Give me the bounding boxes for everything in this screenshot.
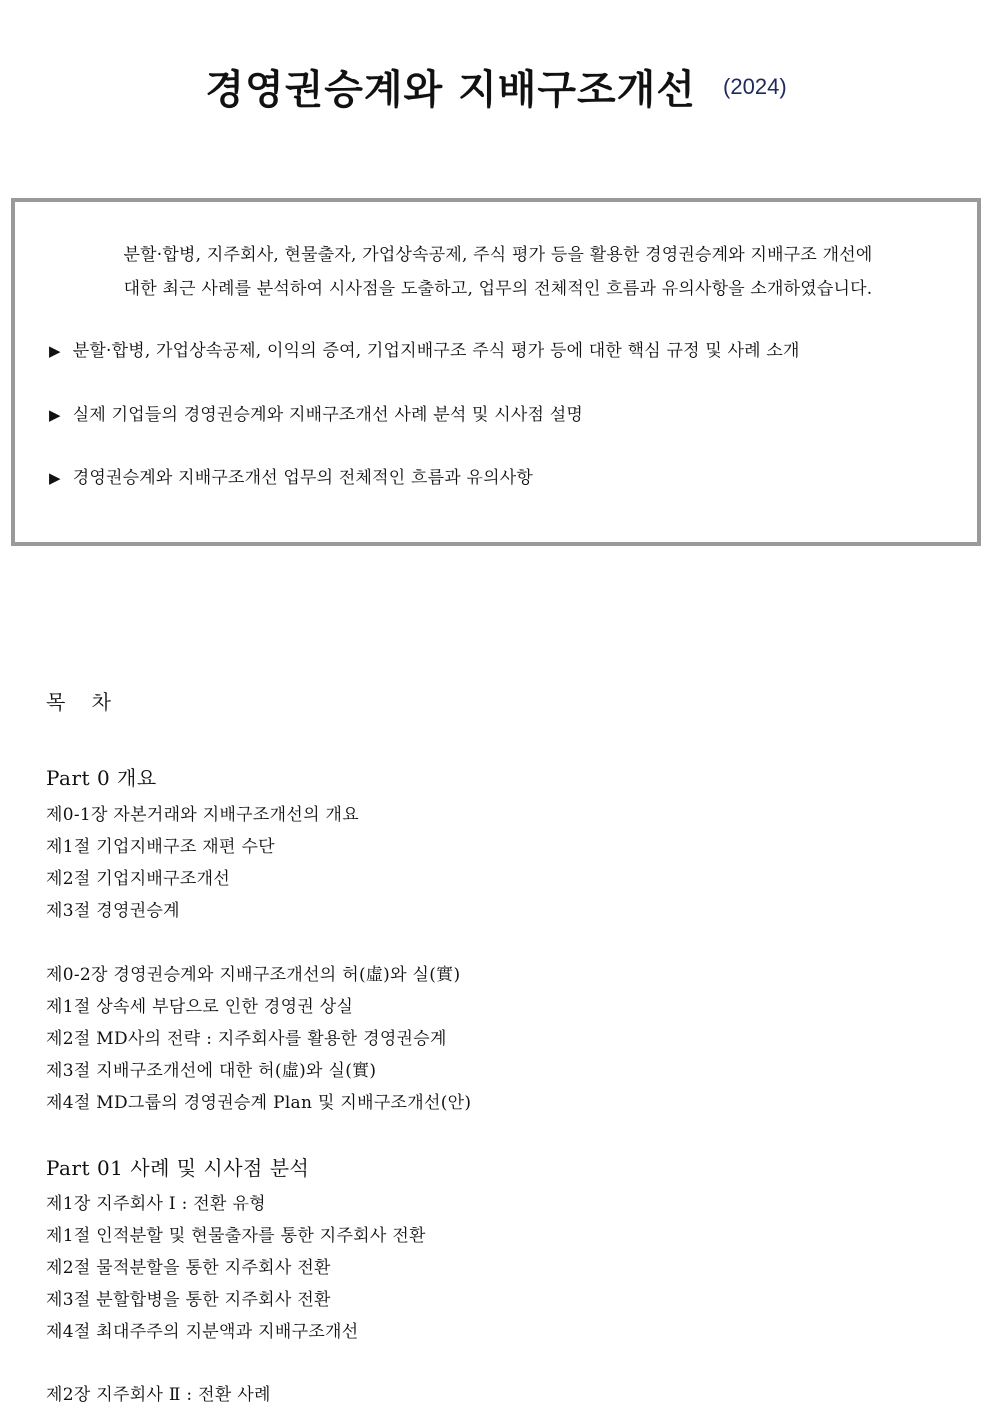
- summary-bullet-text: 분할·합병, 가업상속공제, 이익의 증여, 기업지배구조 주식 평가 등에 대한 핵심 규정 및 사례 소개: [72, 341, 800, 361]
- toc-heading: 목 차: [46, 690, 121, 714]
- page-title: 경영권승계와 지배구조개선: [205, 67, 696, 113]
- summary-bullet: [49, 400, 583, 425]
- toc-part-title: Part 01 사례 및 시사점 분석: [46, 1156, 310, 1180]
- publication-year: (2024): [723, 73, 787, 99]
- toc-section: 제3절 경영권승계: [46, 901, 180, 921]
- toc-chapter: 제2장 지주회사 Ⅱ : 전환 사례: [46, 1385, 271, 1405]
- toc-chapter: 제0-1장 자본거래와 지배구조개선의 개요: [46, 805, 359, 825]
- toc-chapter: 제1장 지주회사 Ⅰ : 전환 유형: [46, 1194, 266, 1214]
- summary-bullet-text: 실제 기업들의 경영권승계와 지배구조개선 사례 분석 및 시사점 설명: [72, 405, 583, 425]
- toc-section: 제3절 지배구조개선에 대한 허(虛)와 실(實): [46, 1061, 377, 1081]
- triangle-bullet-icon: ▶: [49, 342, 61, 360]
- toc-section: 제1절 기업지배구조 재편 수단: [46, 837, 275, 857]
- summary-intro-line: 대한 최근 사례를 분석하여 시사점을 도출하고, 업무의 전체적인 흐름과 유의사항을 소개하였습니다.: [123, 279, 873, 299]
- summary-bullet: [49, 336, 800, 361]
- summary-intro: [45, 238, 951, 306]
- toc-section: 제1절 인적분할 및 현물출자를 통한 지주회사 전환: [46, 1226, 426, 1246]
- page-title-row: [0, 58, 992, 115]
- summary-intro-line: 분할·합병, 지주회사, 현물출자, 가업상속공제, 주식 평가 등을 활용한 경영권승계와 지배구조 개선에: [123, 245, 873, 265]
- toc-section: 제2절 기업지배구조개선: [46, 869, 231, 889]
- triangle-bullet-icon: ▶: [49, 469, 61, 487]
- summary-box: [11, 198, 981, 546]
- toc-section: 제4절 MD그룹의 경영권승계 Plan 및 지배구조개선(안): [46, 1093, 472, 1113]
- triangle-bullet-icon: ▶: [49, 406, 61, 424]
- toc-chapter: 제0-2장 경영권승계와 지배구조개선의 허(虛)와 실(實): [46, 965, 461, 985]
- toc-section: 제1절 상속세 부담으로 인한 경영권 상실: [46, 997, 354, 1017]
- toc-section: 제4절 최대주주의 지분액과 지배구조개선: [46, 1322, 359, 1342]
- summary-bullet: [49, 463, 533, 488]
- toc-section: 제2절 MD사의 전략 : 지주회사를 활용한 경영권승계: [46, 1029, 447, 1049]
- toc-section: 제3절 분할합병을 통한 지주회사 전환: [46, 1290, 331, 1310]
- toc-section: 제2절 물적분할을 통한 지주회사 전환: [46, 1258, 331, 1278]
- summary-bullet-text: 경영권승계와 지배구조개선 업무의 전체적인 흐름과 유의사항: [72, 468, 533, 488]
- toc-part-title: Part 0 개요: [46, 766, 157, 790]
